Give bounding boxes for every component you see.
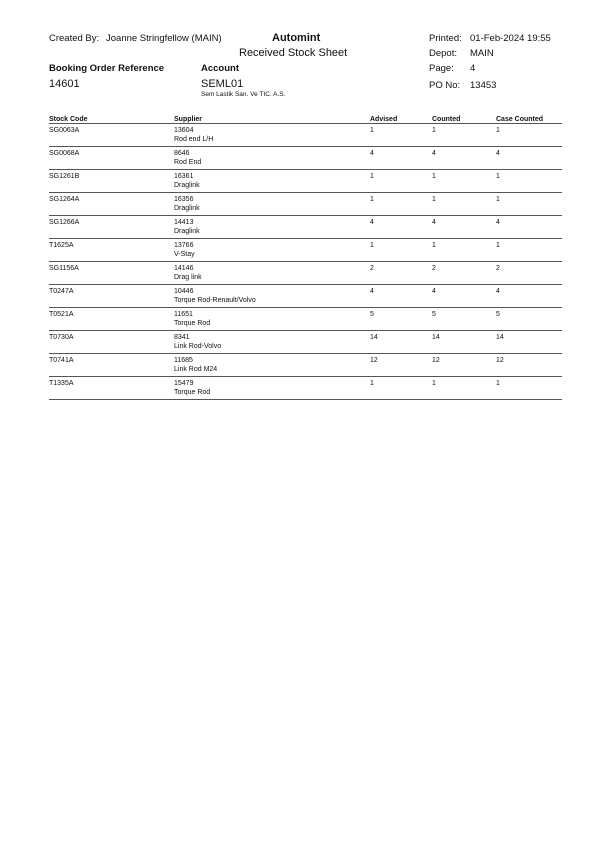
supplier-description: Draglink (174, 228, 200, 235)
supplier-description: Torque Rod (174, 389, 211, 396)
booking-ref-value: 14601 (49, 78, 80, 90)
supplier-cell (174, 354, 370, 377)
table-row (49, 193, 562, 216)
stock-table (49, 114, 562, 400)
report-title: Received Stock Sheet (239, 47, 348, 59)
stock-code-cell: SG1156A (49, 262, 174, 285)
table-row (49, 124, 562, 147)
advised-cell: 2 (370, 262, 432, 285)
advised-cell: 1 (370, 193, 432, 216)
advised-cell: 12 (370, 354, 432, 377)
table-row (49, 308, 562, 331)
supplier-number: 14413 (174, 219, 194, 226)
supplier-cell (174, 216, 370, 239)
counted-cell: 1 (432, 193, 496, 216)
counted-cell: 4 (432, 147, 496, 170)
case-counted-cell: 2 (496, 262, 562, 285)
page-label: Page: (429, 63, 454, 74)
table-row (49, 331, 562, 354)
printed-label: Printed: (429, 33, 462, 44)
stock-code-cell: T0741A (49, 354, 174, 377)
supplier-number: 8341 (174, 334, 190, 341)
po-label: PO No: (429, 80, 461, 91)
supplier-cell (174, 285, 370, 308)
case-counted-cell: 1 (496, 193, 562, 216)
case-counted-cell: 14 (496, 331, 562, 354)
table-row (49, 216, 562, 239)
supplier-description: Draglink (174, 205, 200, 212)
supplier-cell (174, 331, 370, 354)
supplier-description: Torque Rod-Renault/Volvo (174, 297, 256, 304)
stock-code-cell: SG0068A (49, 147, 174, 170)
supplier-cell (174, 377, 370, 400)
printed-value: 01-Feb-2024 19:55 (470, 33, 551, 44)
supplier-description: Rod End (174, 159, 202, 166)
supplier-description: Link Rod M24 (174, 366, 218, 373)
table-row (49, 239, 562, 262)
created-by-label: Created By: (49, 33, 100, 44)
col-case-counted: Case Counted (496, 114, 562, 124)
advised-cell: 1 (370, 239, 432, 262)
advised-cell: 5 (370, 308, 432, 331)
table-row (49, 377, 562, 400)
table-header-row (49, 114, 562, 124)
table-row (49, 262, 562, 285)
case-counted-cell: 5 (496, 308, 562, 331)
advised-cell: 4 (370, 147, 432, 170)
advised-cell: 14 (370, 331, 432, 354)
supplier-number: 13604 (174, 127, 194, 134)
company-name: Automint (272, 32, 321, 44)
advised-cell: 1 (370, 377, 432, 400)
counted-cell: 5 (432, 308, 496, 331)
advised-cell: 4 (370, 216, 432, 239)
supplier-number: 11651 (174, 311, 193, 318)
counted-cell: 1 (432, 170, 496, 193)
table-row (49, 147, 562, 170)
case-counted-cell: 4 (496, 285, 562, 308)
stock-code-cell: SG1264A (49, 193, 174, 216)
col-supplier: Supplier (174, 114, 370, 124)
stock-code-cell: SG1261B (49, 170, 174, 193)
supplier-number: 16361 (174, 173, 194, 180)
supplier-cell (174, 124, 370, 147)
stock-code-cell: T0730A (49, 331, 174, 354)
counted-cell: 1 (432, 124, 496, 147)
table-row (49, 354, 562, 377)
advised-cell: 4 (370, 285, 432, 308)
stock-code-cell: T0521A (49, 308, 174, 331)
case-counted-cell: 1 (496, 377, 562, 400)
supplier-cell (174, 239, 370, 262)
stock-code-cell: SG0063A (49, 124, 174, 147)
case-counted-cell: 1 (496, 239, 562, 262)
supplier-cell (174, 308, 370, 331)
account-label: Account (201, 63, 239, 74)
stock-code-cell: SG1266A (49, 216, 174, 239)
depot-value: MAIN (470, 48, 494, 59)
case-counted-cell: 1 (496, 124, 562, 147)
case-counted-cell: 1 (496, 170, 562, 193)
counted-cell: 1 (432, 377, 496, 400)
supplier-number: 16356 (174, 196, 194, 203)
supplier-description: Rod end L/H (174, 136, 214, 143)
col-stock-code: Stock Code (49, 114, 174, 124)
supplier-cell (174, 262, 370, 285)
col-advised: Advised (370, 114, 432, 124)
supplier-description: V-Stay (174, 251, 195, 258)
depot-label: Depot: (429, 48, 457, 59)
supplier-cell (174, 193, 370, 216)
supplier-number: 14146 (174, 265, 194, 272)
supplier-number: 8646 (174, 150, 190, 157)
case-counted-cell: 12 (496, 354, 562, 377)
supplier-cell (174, 147, 370, 170)
supplier-description: Torque Rod (174, 320, 211, 327)
col-counted: Counted (432, 114, 496, 124)
supplier-description: Draglink (174, 182, 200, 189)
account-name: Sem Lastik San. Ve TIC. A.S. (201, 91, 286, 98)
supplier-number: 10446 (174, 288, 194, 295)
counted-cell: 14 (432, 331, 496, 354)
booking-ref-label: Booking Order Reference (49, 63, 165, 74)
counted-cell: 2 (432, 262, 496, 285)
created-by-value: Joanne Stringfellow (MAIN) (106, 33, 222, 44)
stock-code-cell: T1335A (49, 377, 174, 400)
counted-cell: 4 (432, 285, 496, 308)
stock-code-cell: T1625A (49, 239, 174, 262)
supplier-description: Drag link (174, 274, 202, 281)
table-row (49, 285, 562, 308)
supplier-description: Link Rod-Volvo (174, 343, 222, 350)
table-row (49, 170, 562, 193)
stock-code-cell: T0247A (49, 285, 174, 308)
advised-cell: 1 (370, 124, 432, 147)
counted-cell: 4 (432, 216, 496, 239)
account-code: SEML01 (201, 78, 244, 90)
page-value: 4 (470, 63, 476, 74)
supplier-number: 15479 (174, 380, 194, 387)
supplier-number: 13766 (174, 242, 194, 249)
supplier-cell (174, 170, 370, 193)
po-value: 13453 (470, 80, 497, 91)
supplier-number: 11685 (174, 357, 193, 364)
case-counted-cell: 4 (496, 216, 562, 239)
counted-cell: 12 (432, 354, 496, 377)
advised-cell: 1 (370, 170, 432, 193)
counted-cell: 1 (432, 239, 496, 262)
case-counted-cell: 4 (496, 147, 562, 170)
